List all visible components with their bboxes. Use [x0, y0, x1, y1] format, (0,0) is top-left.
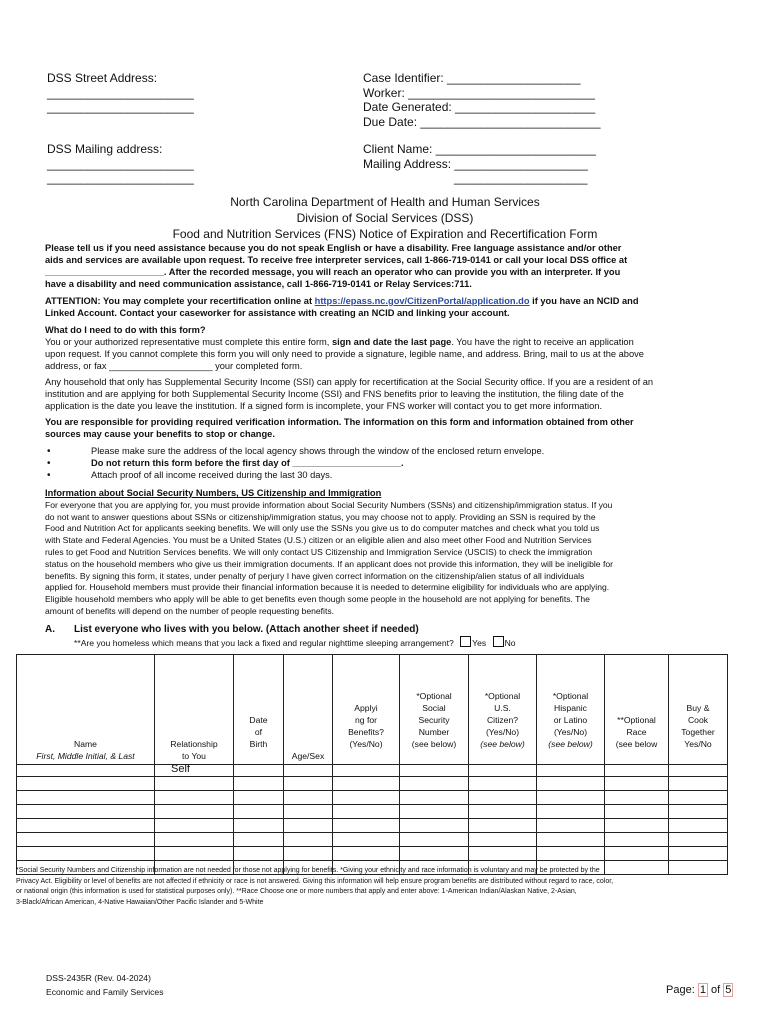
page-label: Page:	[666, 984, 698, 996]
instruction-bullets	[0, 446, 770, 486]
footnote-text: Privacy Act. Eligibility or level of benefits are not affected if ethnicity or race is not answered. Giving this information will help ensure program benefits are distributed without regard to race, color,	[16, 877, 614, 885]
table-cell[interactable]	[155, 791, 234, 805]
table-cell[interactable]	[284, 777, 333, 791]
responsible-notice	[45, 417, 634, 441]
client-info	[363, 142, 596, 186]
bullet-icon: •	[47, 458, 51, 469]
table-cell[interactable]	[234, 833, 284, 847]
table-cell[interactable]	[17, 777, 155, 791]
header-text: Hispanic	[554, 703, 587, 713]
table-row	[17, 819, 728, 833]
table-cell[interactable]	[605, 847, 669, 861]
table-cell[interactable]	[234, 765, 284, 777]
header-text: (Yes/No)	[349, 739, 383, 749]
race-footnote	[16, 866, 613, 908]
table-row	[17, 777, 728, 791]
table-cell[interactable]	[469, 805, 537, 819]
table-cell[interactable]	[17, 833, 155, 847]
mailing-label: DSS Mailing address:	[47, 142, 163, 156]
table-cell[interactable]	[537, 819, 605, 833]
table-cell[interactable]	[605, 819, 669, 833]
street-label: DSS Street Address:	[47, 71, 158, 85]
table-cell[interactable]	[17, 765, 155, 777]
client-mailing-address-field[interactable]: Mailing Address: ____________________	[363, 156, 588, 171]
header-ssn	[400, 655, 469, 765]
header-text: First, Middle Initial, & Last	[36, 751, 135, 761]
header-text: Race	[626, 727, 647, 737]
header-text: Age/Sex	[291, 751, 325, 761]
table-cell[interactable]	[17, 819, 155, 833]
table-row	[17, 765, 728, 777]
table-cell[interactable]	[284, 805, 333, 819]
dss-street-address	[47, 71, 194, 115]
table-row	[17, 791, 728, 805]
table-cell[interactable]	[155, 805, 234, 819]
table-row	[17, 847, 728, 861]
table-cell[interactable]	[155, 847, 234, 861]
ssn-text: do not want to answer questions about SSNs or citizenship/immigration status, you may choose not to apply. Providing an SSN is required by the	[45, 511, 596, 522]
homeless-yes-label: Yes	[472, 638, 487, 648]
table-cell[interactable]	[669, 861, 728, 875]
client-mailing-line-2[interactable]: ____________________	[454, 171, 588, 185]
bullet-text: Please make sure the address of the local agency shows through the window of the enclosed return envelope.	[91, 446, 545, 456]
table-cell[interactable]	[469, 833, 537, 847]
table-cell[interactable]	[333, 805, 400, 819]
what-to-do-text: . You have the right to receive an application	[451, 336, 634, 347]
table-cell[interactable]	[605, 765, 669, 777]
table-cell[interactable]	[537, 847, 605, 861]
form-title	[0, 194, 770, 242]
table-cell[interactable]	[400, 777, 469, 791]
table-cell[interactable]	[155, 777, 234, 791]
page-current[interactable]: 1	[699, 984, 706, 996]
header-date-of-birth	[234, 655, 284, 765]
header-text: *Optional	[416, 691, 452, 701]
table-cell[interactable]	[400, 833, 469, 847]
assistance-line: _______________________. After the recorded message, you will reach an operator who can provide you with an interpreter. If you	[45, 266, 621, 277]
header-text: U.S.	[494, 703, 511, 713]
ssn-text: amount of benefits will depend on the number of people requesting benefits.	[45, 605, 335, 616]
page-total[interactable]: 5	[725, 984, 732, 996]
table-cell[interactable]	[400, 805, 469, 819]
header-age-sex	[284, 655, 333, 765]
table-cell[interactable]	[537, 765, 605, 777]
header-text: Cook	[687, 715, 709, 725]
ssn-text: with State and Federal Agencies. You must be a United States (U.S.) citizen or an eligible alien and also meet other Food and Nutrition Services	[45, 535, 592, 546]
assistance-line: have a disability and need communication assistance, call 1-866-719-0141 or Relay Services:711.	[45, 278, 472, 289]
table-cell[interactable]	[284, 847, 333, 861]
header-text: Buy &	[686, 703, 710, 713]
ssn-text: For everyone that you are applying for, you must provide information about Social Security Numbers (SSNs) and citizenship/immigration status. If you	[45, 499, 613, 510]
worker-field[interactable]: Worker: ____________________________	[363, 85, 595, 100]
attention-notice	[45, 296, 639, 320]
header-text: (see below	[615, 739, 658, 749]
ssi-paragraph	[45, 377, 653, 413]
section-a-title: List everyone who lives with you below. (Attach another sheet if needed)	[74, 624, 419, 635]
what-to-do-section	[45, 325, 644, 373]
ssn-text: rules to get Food and Nutrition Services benefits. We will only contact US Citizenship and Immigration Service (USCIS) to check the immigration	[45, 546, 593, 557]
header-text: Security	[418, 715, 450, 725]
ssi-text: Any household that only has Supplemental Security Income (SSI) can apply for recertification at the Social Security office. If you are a resident of an	[45, 377, 654, 387]
header-text: Together	[681, 727, 715, 737]
due-date-field[interactable]: Due Date: ___________________________	[363, 114, 601, 129]
table-cell[interactable]	[669, 777, 728, 791]
header-text: *Optional	[484, 691, 521, 701]
table-cell[interactable]	[469, 777, 537, 791]
table-cell[interactable]	[234, 791, 284, 805]
table-cell[interactable]	[469, 765, 537, 777]
table-cell[interactable]	[669, 765, 728, 777]
table-cell[interactable]	[605, 777, 669, 791]
ssn-citizenship-section	[45, 488, 613, 618]
header-text: Citizen?	[486, 715, 519, 725]
table-cell[interactable]	[234, 777, 284, 791]
header-text: Number	[418, 727, 450, 737]
table-cell[interactable]	[669, 805, 728, 819]
header-text: *Optional	[552, 691, 589, 701]
homeless-no-label: No	[504, 638, 516, 648]
page-of: of	[707, 984, 724, 996]
header-text: of	[254, 727, 263, 737]
table-cell[interactable]	[669, 833, 728, 847]
header-hispanic	[537, 655, 605, 765]
table-cell[interactable]	[333, 791, 400, 805]
assistance-line: aids and services are available upon request. To receive free interpreter services, call 1-866-719-0141 or call your local DSS office at	[45, 254, 628, 265]
footnote-text: *Social Security Numbers and Citizenship information are not needed for those not applying for benefits. *Giving your ethnicity and race information is voluntary and may be protected by the	[16, 867, 600, 874]
header-buy-cook	[669, 655, 728, 765]
table-cell[interactable]	[469, 819, 537, 833]
homeless-no-checkbox[interactable]	[493, 636, 504, 647]
table-cell[interactable]	[333, 765, 400, 777]
form-number: DSS-2435R (Rev. 04-2024)	[46, 973, 151, 983]
table-cell[interactable]	[400, 819, 469, 833]
attention-text: Linked Account. Contact your caseworker for assistance with creating an NCID and linking your account.	[45, 307, 510, 318]
what-to-do-heading: What do I need to do with this form?	[45, 325, 206, 335]
table-cell[interactable]	[469, 847, 537, 861]
table-cell[interactable]	[605, 861, 669, 875]
form-footer	[46, 971, 164, 999]
header-text: (see below)	[411, 739, 457, 749]
table-cell[interactable]	[333, 777, 400, 791]
header-text: (see below)	[548, 739, 593, 749]
table-cell[interactable]	[469, 791, 537, 805]
what-to-do-text: You or your authorized representative must complete this entire form,	[45, 336, 332, 347]
ssn-text: status on the household members who give us their immigration documents. If an applicant does not provide this information, they will be ineligible for	[45, 558, 613, 569]
table-cell[interactable]	[537, 805, 605, 819]
header-applying	[333, 655, 400, 765]
header-text: Relationship	[170, 739, 218, 749]
table-cell[interactable]	[234, 847, 284, 861]
title-form-name: Food and Nutrition Services (FNS) Notice of Expiration and Recertification Form	[172, 227, 598, 241]
sign-date-emphasis: sign and date the last page	[331, 336, 452, 347]
table-cell[interactable]	[605, 833, 669, 847]
header-text: Social	[422, 703, 446, 713]
table-cell[interactable]	[155, 833, 234, 847]
header-text: **Optional	[617, 715, 656, 725]
table-cell[interactable]	[284, 765, 333, 777]
table-row	[17, 805, 728, 819]
table-cell[interactable]	[605, 791, 669, 805]
ssn-text: Eligible household members who apply will be able to get benefits even though some people in the household are not applying for benefits. The	[45, 594, 590, 605]
table-cell[interactable]	[605, 805, 669, 819]
bullet-text: Do not return this form before the first day of _____________________.	[91, 458, 404, 468]
table-header-row	[17, 655, 728, 765]
table-cell[interactable]	[284, 819, 333, 833]
header-text: Yes/No	[684, 739, 712, 749]
page-indicator	[666, 984, 733, 996]
section-a-letter: A.	[45, 624, 55, 635]
table-cell[interactable]	[537, 791, 605, 805]
header-text: Applyi	[354, 703, 378, 713]
ssn-text: benefits. By signing this form, it states, under penalty of perjury I have given correct information on the citizenship/alien status of all individuals	[45, 570, 585, 581]
fax-line: address, or fax ____________________ your completed form.	[45, 360, 303, 371]
header-text: Birth	[249, 739, 268, 749]
mailing-line-2[interactable]: ______________________	[47, 171, 194, 185]
table-cell[interactable]	[284, 833, 333, 847]
table-cell[interactable]	[669, 819, 728, 833]
assistance-line: Please tell us if you need assistance because you do not speak English or have a disability. Free language assistance and/or other	[45, 243, 622, 253]
ssn-text: applied for. Household members must provide their financial information because it is needed to determine eligibility for individuals who are applying.	[45, 582, 610, 593]
street-line-2[interactable]: ______________________	[47, 100, 194, 114]
homeless-question-text: **Are you homeless which means that you lack a fixed and regular nighttime sleeping arrangement?	[74, 638, 454, 648]
ssi-text: institution and are applying for both Supplemental Security Income (SSI) and FNS benefits prior to leaving the institution, the filing date of the	[45, 388, 624, 399]
table-cell[interactable]	[400, 791, 469, 805]
relationship-self: Self	[155, 765, 234, 777]
what-to-do-text: upon request. If you cannot complete this form you will only need to provide a signature, legible name, and address. Bring, mail to us at the above	[45, 348, 644, 359]
table-cell[interactable]	[17, 847, 155, 861]
table-cell[interactable]	[234, 819, 284, 833]
table-cell[interactable]	[400, 765, 469, 777]
homeless-question	[74, 636, 516, 650]
header-name	[17, 655, 155, 765]
household-members-table	[16, 654, 728, 875]
header-citizen	[469, 655, 537, 765]
header-text: (see below)	[480, 739, 525, 749]
header-text: to You	[182, 751, 206, 761]
header-text: Name	[74, 739, 97, 749]
header-relationship	[155, 655, 234, 765]
table-cell[interactable]	[333, 833, 400, 847]
section-a-heading	[45, 624, 419, 635]
bullet-text: Attach proof of all income received during the last 30 days.	[91, 470, 333, 480]
client-name-field[interactable]: Client Name: ________________________	[363, 142, 596, 156]
footnote-text: 3-Black/African American, 4-Native Hawaiian/Other Pacific Islander and 5-White	[16, 898, 264, 906]
epass-link[interactable]: https://epass.nc.gov/CitizenPortal/application.do	[314, 296, 530, 306]
table-cell[interactable]	[284, 791, 333, 805]
street-line-1[interactable]: ______________________	[47, 85, 194, 100]
header-text: Date	[249, 715, 268, 725]
mailing-line-1[interactable]: ______________________	[47, 156, 194, 171]
table-cell[interactable]	[17, 791, 155, 805]
table-row	[17, 833, 728, 847]
assistance-notice	[45, 243, 627, 291]
table-cell[interactable]	[17, 805, 155, 819]
case-info	[363, 71, 601, 129]
ssi-text: application is the date you leave the institution. If a signed form is incomplete, your FNS worker will contact you to get more information.	[45, 400, 603, 411]
header-text: or Latino	[553, 715, 588, 725]
table-cell[interactable]	[155, 819, 234, 833]
title-division: Division of Social Services (DSS)	[296, 211, 474, 225]
responsible-text: You are responsible for providing required verification information. The information on this form and information obtained from other	[45, 417, 634, 427]
header-race	[605, 655, 669, 765]
header-text: (Yes/No)	[485, 727, 520, 737]
attention-text: ATTENTION: You may complete your recertification online at	[45, 296, 315, 306]
table-cell[interactable]	[234, 805, 284, 819]
table-cell[interactable]	[333, 847, 400, 861]
table-cell[interactable]	[669, 847, 728, 861]
table-cell[interactable]	[537, 833, 605, 847]
dss-mailing-address	[47, 142, 194, 186]
header-text: ng for	[355, 715, 377, 725]
ssn-heading: Information about Social Security Numbers, US Citizenship and Immigration	[45, 488, 382, 498]
homeless-yes-checkbox[interactable]	[460, 636, 471, 647]
date-generated-field[interactable]: Date Generated: _____________________	[363, 100, 596, 114]
ssn-text: Food and Nutrition Act for applicants seeking benefits. We will only use the SSNs you give us to do computer matches and check what you told us	[45, 523, 600, 534]
bullet-icon: •	[47, 446, 51, 457]
table-cell[interactable]	[400, 847, 469, 861]
table-cell[interactable]	[669, 791, 728, 805]
division-name: Economic and Family Services	[46, 987, 164, 997]
bullet-icon: •	[47, 470, 51, 481]
attention-text: if you have an NCID and	[529, 296, 639, 306]
case-identifier-field[interactable]: Case Identifier: ____________________	[363, 71, 581, 85]
header-text: Benefits?	[348, 727, 384, 737]
title-department: North Carolina Department of Health and Human Services	[230, 195, 540, 209]
header-text: (Yes/No)	[553, 727, 588, 737]
table-cell[interactable]	[537, 777, 605, 791]
footnote-text: or national origin (this information is used for statistical purposes only). **Race Choose one or more numbers that apply and enter above: 1-American Indian/Alaskan Native, 2-Asian,	[16, 888, 577, 895]
table-cell[interactable]	[333, 819, 400, 833]
responsible-text: sources may cause your benefits to stop or change.	[45, 428, 275, 439]
